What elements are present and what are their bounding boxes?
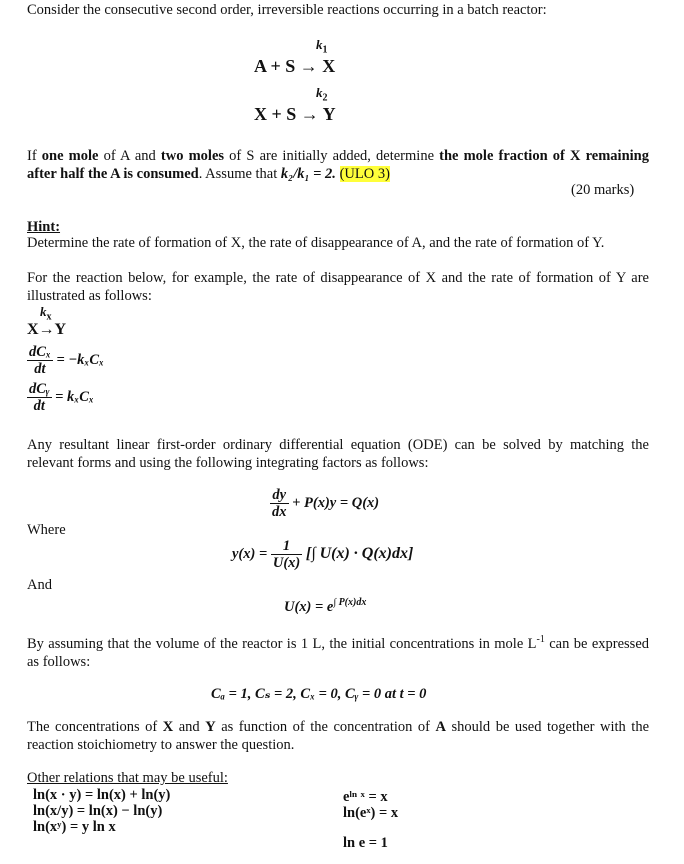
reaction-2 — [254, 104, 336, 125]
assume-text — [27, 631, 649, 671]
yx-lhs: y(x) = — [232, 545, 268, 562]
conc-bold: Y — [205, 719, 216, 735]
relations-right — [343, 789, 398, 851]
problem-text: of A and — [98, 148, 161, 164]
dcy-rhs: = kₓCₓ — [55, 388, 94, 405]
and-label: And — [27, 577, 52, 593]
ux-definition — [284, 597, 366, 616]
ux-denominator: U(x) — [272, 555, 301, 571]
problem-bold: the mole fraction of X remaining after half the A is consumed — [27, 148, 649, 182]
problem-text: of S are initially added, determine — [224, 148, 440, 164]
dcy-equation — [27, 381, 94, 414]
dcx-numerator: dCₓ — [29, 344, 51, 360]
ratio-equation: k₂/k₁ = 2. — [280, 166, 336, 182]
intro-text: Consider the consecutive second order, irreversible reactions occurring in a batch reactor: — [27, 2, 547, 18]
rate-constant-kx — [40, 304, 52, 323]
relations-left — [33, 787, 170, 835]
conc-text — [27, 718, 649, 754]
assume-text-part: can be expressed as follows: — [27, 635, 650, 670]
initial-conditions: Cₐ = 1, Cₛ = 2, Cₓ = 0, Cᵧ = 0 at t = 0 — [211, 686, 427, 702]
k2-sub: 2 — [322, 92, 328, 104]
assume-text-part: By assuming that the volume of the reactor is 1 L, the initial concentrations in mole L — [27, 635, 537, 652]
dt-denominator: dt — [33, 398, 45, 414]
conc-bold: X — [162, 719, 174, 735]
rate-constant-k1 — [316, 37, 328, 56]
dcy-numerator: dCᵧ — [29, 381, 50, 397]
conc-part: The concentrations of — [27, 719, 163, 735]
reaction-2-rhs: Y — [322, 104, 336, 124]
ode-equation — [270, 487, 379, 520]
conc-part: and — [173, 719, 206, 735]
relation-item: ln(xʸ) = y ln x — [33, 819, 116, 835]
dt-denominator: dt — [34, 361, 46, 377]
ux-def-exponent: ∫ P(x)dx — [333, 597, 367, 608]
dcx-equation — [27, 344, 104, 377]
dcx-rhs: = −kₓCₓ — [56, 351, 104, 368]
dx-denominator: dx — [272, 504, 287, 520]
k1-sub: 1 — [322, 44, 328, 56]
kx-sub: x — [46, 311, 52, 323]
relation-item: ln e = 1 — [343, 835, 388, 851]
hint-title: Hint: — [27, 219, 61, 235]
arrow-icon: → — [300, 104, 319, 124]
ode-rhs: + P(x)y = Q(x) — [292, 494, 380, 511]
problem-text: If — [27, 148, 42, 164]
ode-text: Any resultant linear first-order ordinary differential equation (ODE) can be solved by matching the relevant forms and using the following integrating factors as follows: — [27, 437, 649, 471]
relation-item: ln(x · y) = ln(x) + ln(y) — [33, 787, 171, 803]
conc-part: should be used together with the reaction stoichiometry to answer the question. — [27, 719, 650, 753]
where-label: Where — [27, 522, 66, 538]
solution-equation — [232, 538, 413, 571]
ulo-badge: (ULO 3) — [339, 166, 390, 182]
relations-title: Other relations that may be useful: — [27, 770, 228, 786]
problem-statement — [27, 147, 649, 183]
k2-letter: k — [316, 85, 323, 100]
arrow-icon: → — [299, 56, 318, 76]
conc-bold: A — [435, 719, 446, 735]
problem-text: . Assume that — [198, 166, 281, 182]
problem-bold: one mole — [41, 148, 99, 164]
integral-term: [∫ U(x) · Q(x)dx] — [305, 544, 414, 562]
hint-example: For the reaction below, for example, the rate of disappearance of X and the rate of formation of Y are illustrated as follows: — [27, 270, 649, 304]
kx-letter: k — [40, 304, 47, 319]
relation-item: eˡⁿ ˣ = x — [343, 789, 388, 805]
hint-line: Determine the rate of formation of X, the rate of disappearance of A, and the rate of formation of Y. — [27, 235, 605, 251]
reaction-1-lhs: A + S — [254, 56, 296, 76]
marks-label: (20 marks) — [571, 182, 635, 198]
dy-numerator: dy — [270, 487, 289, 504]
reaction-1 — [254, 56, 335, 77]
problem-bold: two moles — [160, 148, 225, 164]
reaction-xy: X→Y — [27, 321, 67, 338]
relation-item: ln(eˣ) = x — [343, 805, 399, 821]
assume-superscript: -1 — [536, 634, 545, 645]
relation-item: ln(x/y) = ln(x) − ln(y) — [33, 803, 163, 819]
rate-constant-k2 — [316, 85, 328, 104]
reaction-2-lhs: X + S — [254, 104, 297, 124]
conc-part: as function of the concentration of — [215, 719, 436, 735]
k1-letter: k — [316, 37, 323, 52]
reaction-1-rhs: X — [322, 56, 336, 76]
ux-def-base: U(x) = e — [284, 598, 334, 615]
one-numerator: 1 — [271, 538, 302, 555]
